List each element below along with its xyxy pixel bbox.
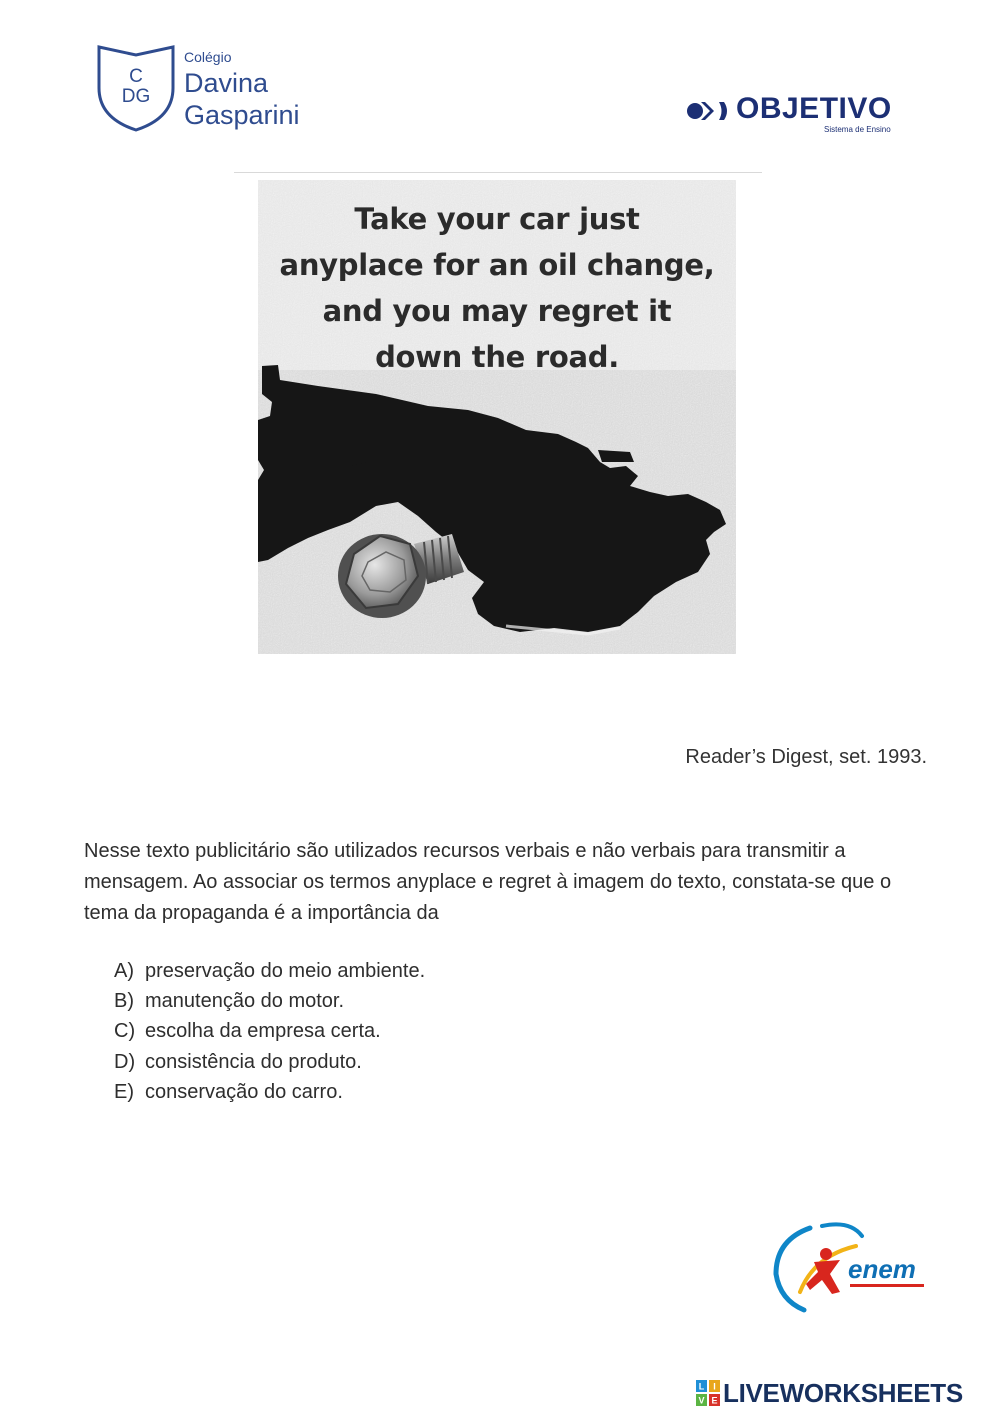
answer-option-d[interactable] xyxy=(114,1047,425,1077)
badge-letter: I xyxy=(713,1381,716,1392)
ad-headline-line: down the road. xyxy=(375,340,619,374)
liveworksheets-wordmark: LIVEWORKSHEETS xyxy=(723,1378,963,1408)
answer-option-a[interactable] xyxy=(114,956,425,986)
ad-headline-line: and you may regret it xyxy=(322,294,672,328)
objetivo-logo xyxy=(686,92,896,136)
objetivo-wordmark: OBJETIVO xyxy=(736,92,892,125)
figure-top-rule xyxy=(234,172,762,173)
badge-letter: E xyxy=(711,1395,718,1406)
option-text: conservação do carro. xyxy=(145,1080,343,1103)
school-small-label: Colégio xyxy=(184,49,232,65)
option-text: escolha da empresa certa. xyxy=(145,1020,381,1043)
objetivo-subtitle: Sistema de Ensino xyxy=(824,125,891,134)
option-letter: E) xyxy=(114,1080,134,1103)
option-text: consistência do produto. xyxy=(145,1050,362,1073)
enem-wordmark: enem xyxy=(848,1254,916,1284)
school-logo xyxy=(96,44,336,136)
answer-options xyxy=(114,956,425,1107)
option-letter: A) xyxy=(114,960,134,982)
enem-mark-icon xyxy=(770,1222,930,1314)
option-letter: C) xyxy=(114,1020,136,1043)
monogram-bottom: DG xyxy=(121,86,151,107)
ad-image xyxy=(258,180,736,654)
objetivo-mark-icon xyxy=(686,98,732,124)
shield-icon xyxy=(96,44,176,132)
answer-option-c[interactable] xyxy=(114,1016,425,1046)
option-text: manutenção do motor. xyxy=(145,990,345,1013)
question-prompt: Nesse texto publicitário são utilizados recursos verbais e não verbais para transmitir a mensagem. Ao associar os termos anyplace e regret à imagem do texto, constata-se que o tema da propaganda é a importância da xyxy=(84,840,892,924)
ad-headline-line: Take your car just xyxy=(354,202,640,236)
option-letter: B) xyxy=(114,990,134,1013)
badge-letter: L xyxy=(698,1381,705,1392)
liveworksheets-badge-icon xyxy=(696,1380,720,1406)
option-text: preservação do meio ambiente. xyxy=(145,960,426,982)
badge-letter: V xyxy=(698,1395,705,1406)
option-letter: D) xyxy=(114,1050,136,1073)
school-name-line2: Gasparini xyxy=(184,100,300,130)
school-name-line1: Davina xyxy=(184,68,269,98)
ad-headline xyxy=(258,196,736,380)
liveworksheets-logo xyxy=(696,1378,996,1408)
source-citation: Reader’s Digest, set. 1993. xyxy=(685,746,927,768)
ad-headline-line: anyplace for an oil change, xyxy=(279,248,715,282)
answer-option-b[interactable] xyxy=(114,986,425,1016)
answer-option-e[interactable] xyxy=(114,1077,425,1107)
monogram-top: C xyxy=(129,66,143,87)
enem-logo xyxy=(770,1222,930,1314)
